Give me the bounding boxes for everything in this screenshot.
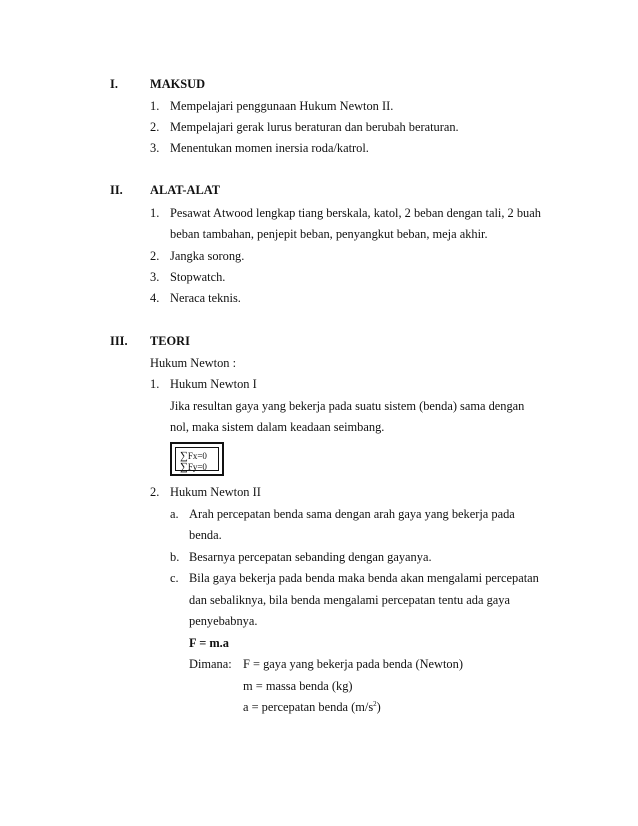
- section-heading: TEORI: [150, 334, 190, 348]
- definition-text: a = percepatan benda (m/s: [243, 700, 374, 715]
- list-item-continuation: beban tambahan, penjepit beban, penyangkut beban, meja akhir.: [170, 227, 488, 241]
- list-item: Menentukan momen inersia roda/katrol.: [170, 141, 369, 155]
- list-number: 2.: [150, 249, 160, 263]
- point-label: c.: [170, 571, 179, 585]
- formula-fy: Fy: [187, 462, 198, 472]
- list-number: 1.: [150, 377, 160, 391]
- list-number: 3.: [150, 141, 160, 155]
- point-text: Besarnya percepatan sebanding dengan gayanya.: [189, 550, 432, 564]
- list-item: Pesawat Atwood lengkap tiang berskala, katol, 2 beban dengan tali, 2 buah: [170, 206, 541, 220]
- equation: F = m.a: [189, 636, 229, 650]
- section-numeral: II.: [110, 183, 123, 197]
- law-text: Jika resultan gaya yang bekerja pada suatu sistem (benda) sama dengan: [170, 399, 525, 413]
- unit-superscript: 2: [373, 700, 377, 708]
- list-number: 2.: [150, 120, 160, 134]
- point-text: penyebabnya.: [189, 614, 258, 628]
- point-label: a.: [170, 507, 179, 521]
- point-text: dan sebaliknya, bila benda mengalami percepatan tentu ada gaya: [189, 593, 510, 607]
- section-intro: Hukum Newton :: [150, 356, 237, 370]
- list-item: Neraca teknis.: [170, 291, 241, 305]
- section-heading: MAKSUD: [150, 77, 206, 91]
- definition: [243, 701, 381, 714]
- sigma-symbol: ∑: [180, 450, 188, 462]
- section-numeral: I.: [110, 77, 118, 91]
- definition: m = massa benda (kg): [243, 679, 353, 693]
- point-text: Bila gaya bekerja pada benda maka benda akan mengalami percepatan: [189, 571, 539, 585]
- where-label: Dimana:: [189, 657, 232, 671]
- point-text: Arah percepatan benda sama dengan arah gaya yang bekerja pada: [189, 507, 515, 521]
- sigma-symbol: ∑: [180, 461, 188, 473]
- list-number: 2.: [150, 485, 160, 499]
- formula-fx: Fx: [187, 451, 198, 461]
- formula-row-fy: [180, 462, 207, 473]
- section-heading: ALAT-ALAT: [150, 183, 220, 197]
- list-number: 3.: [150, 270, 160, 284]
- list-number: 1.: [150, 206, 160, 220]
- unit-close: ): [376, 700, 381, 715]
- definition: F = gaya yang bekerja pada benda (Newton): [243, 657, 463, 671]
- formula-inner-frame: [175, 447, 219, 471]
- law-text: nol, maka sistem dalam keadaan seimbang.: [170, 420, 385, 434]
- formula-eq: =0: [197, 451, 207, 461]
- point-text: benda.: [189, 528, 222, 542]
- formula-box: [170, 442, 224, 476]
- law-title: Hukum Newton II: [170, 485, 261, 499]
- list-number: 1.: [150, 99, 160, 113]
- list-item: Stopwatch.: [170, 270, 226, 284]
- law-title: Hukum Newton I: [170, 377, 257, 391]
- list-item: Mempelajari penggunaan Hukum Newton II.: [170, 99, 394, 113]
- formula-eq: =0: [197, 462, 207, 472]
- point-label: b.: [170, 550, 180, 564]
- list-item: Jangka sorong.: [170, 249, 245, 263]
- section-numeral: III.: [110, 334, 128, 348]
- list-item: Mempelajari gerak lurus beraturan dan berubah beraturan.: [170, 120, 459, 134]
- list-number: 4.: [150, 291, 160, 305]
